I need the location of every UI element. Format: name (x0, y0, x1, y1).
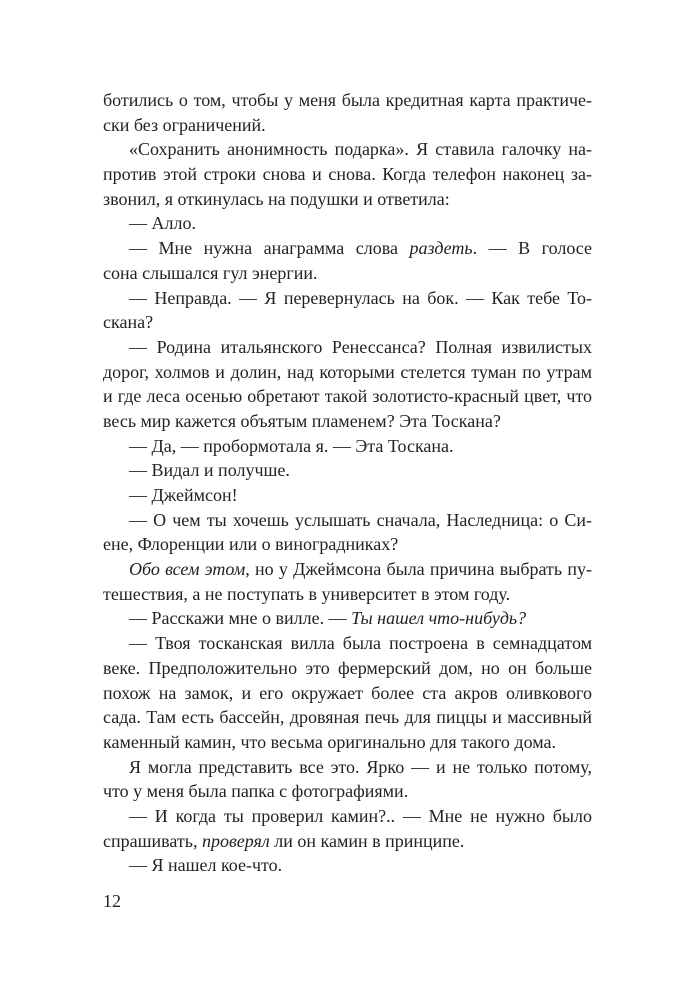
text-segment: , но у Джеймсона была причина выбрать пу- (245, 559, 592, 580)
text-line (103, 582, 592, 607)
text-line (103, 631, 592, 656)
text-line (103, 532, 592, 557)
text-line (103, 829, 592, 854)
text-line (103, 409, 592, 434)
text-segment: ботились о том, чтобы у меня была кредитная карта практиче- (103, 90, 592, 110)
text-segment: звонил, я откинулась на подушки и ответила: (103, 188, 450, 209)
page-number: 12 (103, 891, 121, 911)
text-line (103, 730, 592, 755)
text-segment: и где леса осенью обретают такой золотисто-красный цвет, что (103, 386, 592, 407)
text-segment: ли он камин в принципе. (269, 830, 465, 851)
text-segment: ене, Флоренции или о виноградниках? (103, 534, 399, 555)
text-segment: — О чем ты хочешь услышать сначала, Наследница: о Си- (129, 509, 592, 530)
text-segment: . — В голосе (472, 238, 592, 259)
text-segment: Я могла представить все это. Ярко — и не только потому, (129, 756, 592, 777)
text-line (103, 137, 592, 162)
text-segment: — Да, — пробормотала я. — Эта Тоскана. (129, 435, 454, 456)
text-line (103, 113, 592, 138)
text-line (103, 360, 592, 385)
text-line (103, 656, 592, 681)
text-segment: веке. Предположительно это фермерский дом, но он больше (103, 657, 592, 678)
text-segment: — Твоя тосканская вилла была построена в семнадцатом (129, 633, 592, 654)
text-segment: весь мир кажется объятым пламенем? Эта Тоскана? (103, 410, 501, 431)
text-segment: — Видал и получше. (129, 460, 290, 481)
text-line (103, 508, 592, 533)
text-line (103, 483, 592, 508)
text-line (103, 187, 592, 212)
text-segment: — Я нашел кое-что. (129, 855, 283, 876)
text-line (103, 286, 592, 311)
text-line (103, 458, 592, 483)
text-line (103, 434, 592, 459)
text-line (103, 755, 592, 780)
book-page-text (103, 88, 592, 878)
italic-text: проверял (201, 830, 270, 851)
italic-text: Ты нашел что-нибудь? (351, 608, 527, 629)
text-segment: — Неправда. — Я перевернулась на бок. — Как тебе То- (129, 287, 592, 308)
text-segment: — Алло. (129, 213, 196, 234)
text-line (103, 705, 592, 730)
text-segment: ски без ограничений. (103, 114, 266, 135)
text-segment: «Сохранить анонимность подарка». Я ставила галочку на- (129, 139, 592, 160)
italic-text: раздеть (409, 238, 473, 259)
text-line (103, 211, 592, 236)
text-segment: — Джеймсон! (129, 485, 238, 505)
text-line (103, 335, 592, 360)
text-segment: сада. Там есть бассейн, дровяная печь для пиццы и массивный (103, 707, 592, 728)
text-segment: — Мне нужна анаграмма слова (129, 238, 410, 259)
text-line (103, 88, 592, 113)
text-segment: скана? (103, 312, 154, 333)
text-line (103, 606, 592, 631)
text-segment: сона слышался гул энергии. (103, 262, 318, 283)
text-segment: похож на замок, и его окружает более ста акров оливкового (103, 682, 592, 703)
text-line (103, 384, 592, 409)
text-line (103, 236, 592, 261)
text-line (103, 853, 592, 878)
text-segment: — Родина итальянского Ренессанса? Полная извилистых (129, 336, 592, 357)
text-line (103, 310, 592, 335)
text-segment: — И когда ты проверил камин?.. — Мне не нужно было (129, 805, 592, 826)
text-line (103, 804, 592, 829)
text-segment: тешествия, а не поступать в университет в этом году. (103, 583, 511, 604)
text-segment: против этой строки снова и снова. Когда телефон наконец за- (103, 164, 592, 185)
italic-text: Обо всем этом (129, 559, 246, 580)
text-line (103, 261, 592, 286)
text-line (103, 557, 592, 582)
text-line (103, 162, 592, 187)
text-line (103, 779, 592, 804)
text-segment: дорог, холмов и долин, над которыми стелется туман по утрам (103, 361, 592, 382)
text-segment: каменный камин, что весьма оригинально для такого дома. (103, 731, 557, 752)
text-line (103, 681, 592, 706)
text-segment: спрашивать, (103, 830, 202, 851)
text-segment: что у меня была папка с фотографиями. (103, 781, 409, 802)
text-segment: — Расскажи мне о вилле. — (129, 608, 352, 629)
